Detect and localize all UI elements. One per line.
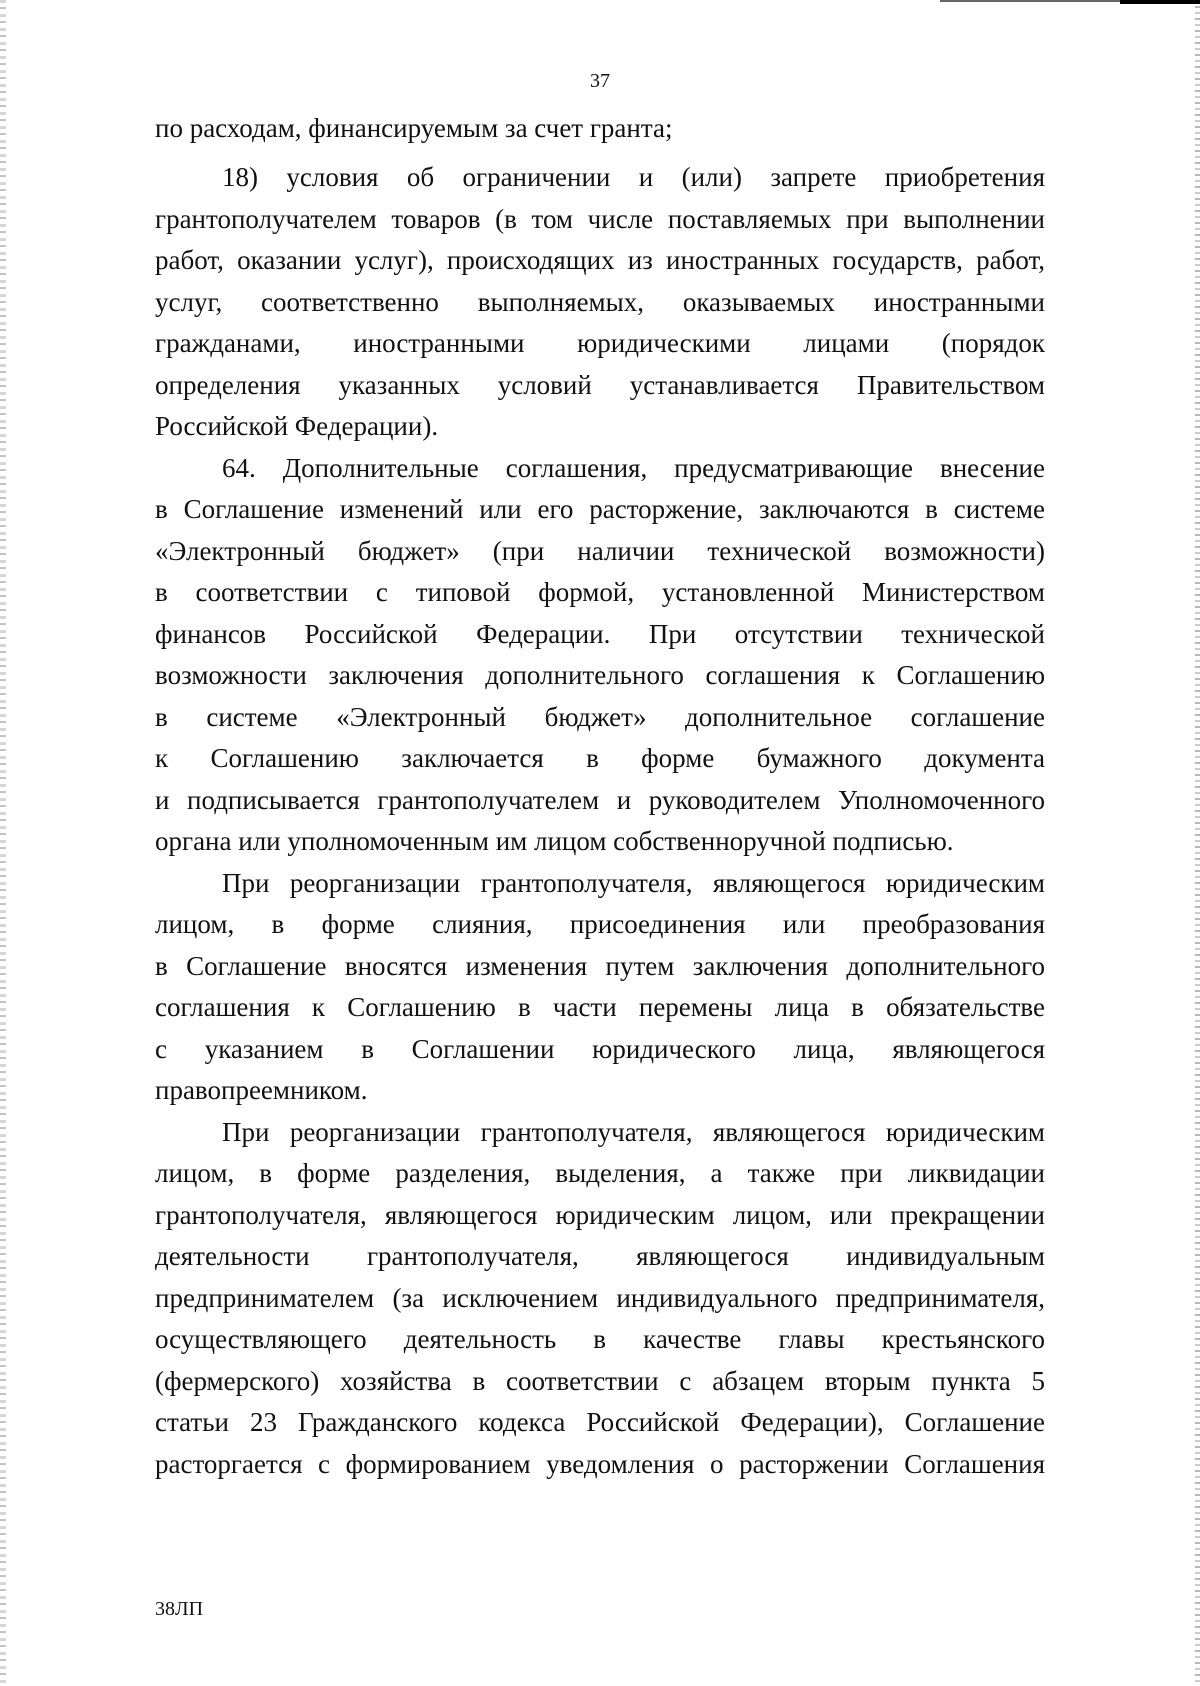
text-line: в Соглашение вносятся изменения путем заключения дополнительного	[155, 950, 1045, 981]
text-line: работ, оказании услуг), происходящих из иностранных государств, работ,	[155, 245, 1045, 275]
text-line: деятельности грантополучателя, являющегося индивидуальным	[155, 1241, 1045, 1271]
text-line: расторгается с формированием уведомления о расторжении Соглашения	[155, 1448, 1045, 1479]
text-line: соглашения к Соглашению в части перемены лица в обязательстве	[155, 992, 1045, 1022]
text-line: предпринимателем (за исключением индивидуального предпринимателя,	[155, 1282, 1045, 1313]
text-line: 64. Дополнительные соглашения, предусматривающие внесение	[222, 452, 1045, 483]
text-line: определения указанных условий устанавливается Правительством	[155, 369, 1045, 400]
text-line: правопреемником.	[155, 1075, 368, 1105]
text-line: (фермерского) хозяйства в соответствии с абзацем вторым пункта 5	[155, 1365, 1045, 1396]
text-line: Российской Федерации).	[155, 411, 439, 441]
scan-border-top-dark	[1120, 0, 1200, 4]
text-line: При реорганизации грантополучателя, являющегося юридическим	[222, 867, 1045, 898]
text-line: «Электронный бюджет» (при наличии технической возможности)	[155, 535, 1045, 566]
text-line: 18) условия об ограничении и (или) запрете приобретения	[222, 162, 1045, 192]
text-line: финансов Российской Федерации. При отсутствии технической	[155, 618, 1045, 649]
text-line: и подписывается грантополучателем и руководителем Уполномоченного	[155, 784, 1045, 815]
text-line: с указанием в Соглашении юридического лица, являющегося	[155, 1033, 1045, 1064]
text-line: органа или уполномоченным им лицом собственноручной подписью.	[155, 826, 954, 856]
scan-edge-left	[0, 0, 6, 1686]
scan-border-top	[940, 0, 1120, 2]
text-line: услуг, соответственно выполняемых, оказываемых иностранными	[155, 286, 1045, 317]
text-line: статьи 23 Гражданского кодекса Российской Федерации), Соглашение	[155, 1407, 1045, 1437]
text-line: в системе «Электронный бюджет» дополнительное соглашение	[155, 701, 1045, 732]
text-line: грантополучателем товаров (в том числе поставляемых при выполнении	[155, 203, 1045, 234]
text-line: в Соглашение изменений или его расторжение, заключаются в системе	[155, 494, 1045, 524]
text-line: гражданами, иностранными юридическими лицами (порядок	[155, 328, 1045, 358]
scan-edge-right	[1195, 0, 1200, 1686]
text-line: к Соглашению заключается в форме бумажного документа	[155, 743, 1045, 773]
page-number: 37	[590, 70, 610, 92]
text-line: возможности заключения дополнительного соглашения к Соглашению	[155, 660, 1045, 690]
text-line: осуществляющего деятельность в качестве главы крестьянского	[155, 1324, 1045, 1354]
text-line: При реорганизации грантополучателя, являющегося юридическим	[222, 1116, 1045, 1147]
text-line: по расходам, финансируемым за счет гранта;	[155, 113, 673, 143]
text-line: лицом, в форме слияния, присоединения или преобразования	[155, 909, 1045, 939]
text-line: в соответствии с типовой формой, установленной Министерством	[155, 577, 1045, 607]
text-line: грантополучателя, являющегося юридическим лицом, или прекращении	[155, 1199, 1045, 1230]
footer-code: 38ЛП	[155, 1598, 204, 1620]
text-line: лицом, в форме разделения, выделения, а также при ликвидации	[155, 1158, 1045, 1188]
